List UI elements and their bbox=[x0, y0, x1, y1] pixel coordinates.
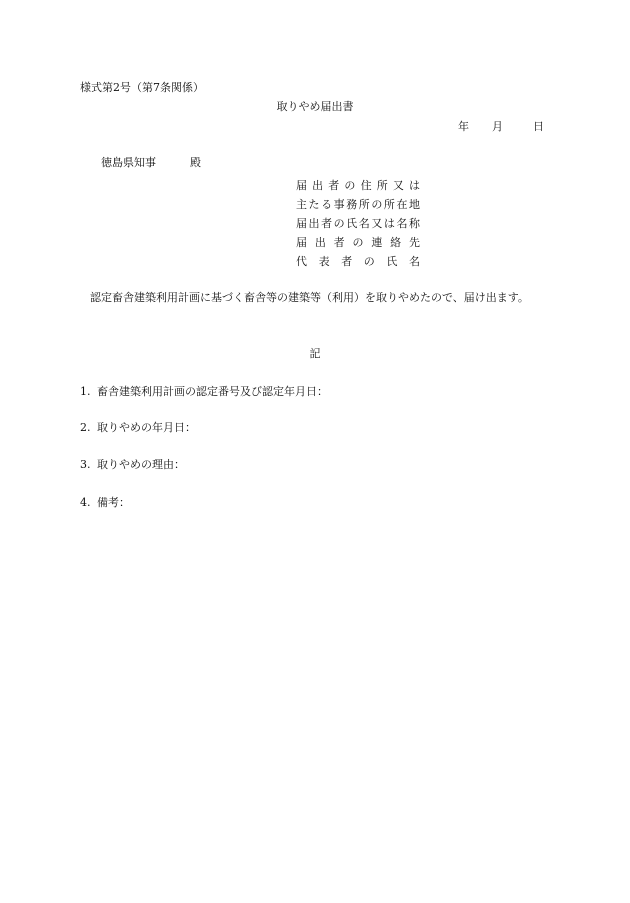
item-number: 1. bbox=[80, 385, 91, 398]
applicant-name-label: 届出者の氏名又は名称 bbox=[296, 217, 420, 230]
list-item bbox=[80, 422, 196, 433]
addressee bbox=[101, 157, 201, 168]
applicant-contact-label: 届出者の連絡先 bbox=[296, 236, 420, 249]
item-number: 3. bbox=[80, 458, 91, 471]
item-label: 取りやめの理由： bbox=[97, 458, 185, 471]
record-heading: 記 bbox=[309, 347, 321, 360]
applicant-office-label: 主たる事務所の所在地 bbox=[296, 198, 420, 211]
list-item bbox=[80, 497, 130, 508]
addressee-name: 徳島県知事 bbox=[101, 156, 156, 169]
notification-statement: 認定畜舎建築利用計画に基づく畜舎等の建築等（利用）を取りやめたので、届け出ます。 bbox=[90, 291, 529, 304]
list-item bbox=[80, 459, 185, 470]
addressee-honorific: 殿 bbox=[190, 156, 201, 169]
representative-name-label: 代表者の氏名 bbox=[296, 255, 420, 268]
date-line bbox=[458, 121, 544, 132]
applicant-address-label: 届出者の住所又は bbox=[296, 179, 420, 192]
date-day-label: 日 bbox=[533, 120, 544, 133]
applicant-info-labels bbox=[296, 180, 420, 275]
item-number: 2. bbox=[80, 421, 91, 434]
item-label: 畜舎建築利用計画の認定番号及び認定年月日： bbox=[97, 385, 328, 398]
item-number: 4. bbox=[80, 496, 91, 509]
date-month-label: 月 bbox=[492, 120, 503, 133]
document-title: 取りやめ届出書 bbox=[276, 100, 354, 113]
date-year-label: 年 bbox=[458, 120, 469, 133]
item-label: 備考： bbox=[97, 496, 130, 509]
form-number: 様式第2号（第7条関係） bbox=[80, 81, 204, 94]
item-label: 取りやめの年月日： bbox=[97, 421, 196, 434]
list-item bbox=[80, 386, 328, 397]
